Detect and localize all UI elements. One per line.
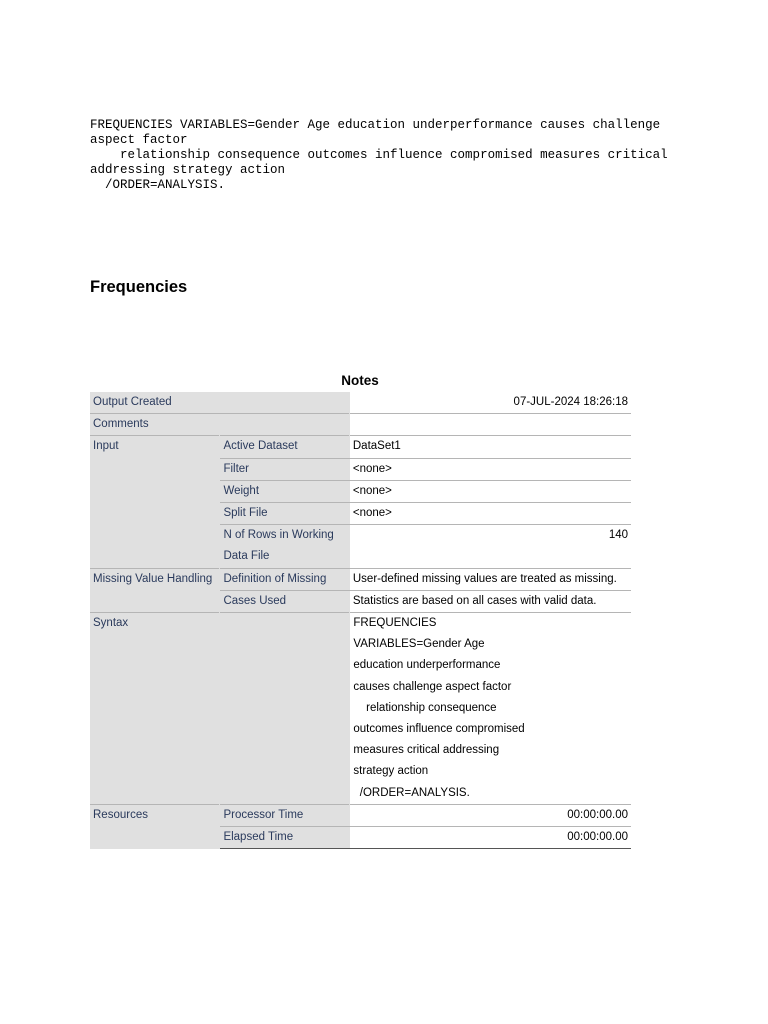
definition-missing-label: Definition of Missing <box>220 568 350 590</box>
weight-value: <none> <box>350 480 631 502</box>
processor-time-value: 00:00:00.00 <box>350 804 631 826</box>
syntax-command-block <box>90 118 690 193</box>
resources-label: Resources <box>90 804 220 848</box>
table-row-comments <box>90 414 631 436</box>
table-row-processor-time <box>90 804 631 826</box>
table-row-syntax <box>90 613 631 805</box>
active-dataset-label: Active Dataset <box>220 436 350 458</box>
syntax-value-line: relationship consequence <box>353 701 497 714</box>
syntax-line: aspect factor <box>90 133 188 147</box>
syntax-line: /ORDER=ANALYSIS. <box>90 178 226 192</box>
table-row-definition-missing <box>90 568 631 590</box>
filter-label: Filter <box>220 458 350 480</box>
table-row-output-created <box>90 392 631 414</box>
n-rows-label: N of Rows in Working Data File <box>220 525 350 568</box>
syntax-label: Syntax <box>90 613 350 805</box>
notes-table <box>90 392 631 849</box>
comments-label: Comments <box>90 414 350 436</box>
syntax-line: FREQUENCIES VARIABLES=Gender Age education underperformance causes challenge <box>90 118 661 132</box>
missing-handling-label: Missing Value Handling <box>90 568 220 612</box>
syntax-value-line: strategy action <box>353 765 429 778</box>
syntax-value-line: /ORDER=ANALYSIS. <box>353 786 470 799</box>
n-rows-value: 140 <box>350 525 631 568</box>
split-file-value: <none> <box>350 503 631 525</box>
output-created-label: Output Created <box>90 392 350 414</box>
definition-missing-value: User-defined missing values are treated as missing. <box>350 568 631 590</box>
processor-time-label: Processor Time <box>220 804 350 826</box>
weight-label: Weight <box>220 480 350 502</box>
comments-value <box>350 414 631 436</box>
syntax-value <box>350 613 631 805</box>
cases-used-label: Cases Used <box>220 590 350 612</box>
section-title: Frequencies <box>90 278 188 296</box>
elapsed-time-value: 00:00:00.00 <box>350 827 631 849</box>
syntax-value-line: measures critical addressing <box>353 744 500 757</box>
table-row-active-dataset <box>90 436 631 458</box>
syntax-line: addressing strategy action <box>90 163 286 177</box>
elapsed-time-label: Elapsed Time <box>220 827 350 849</box>
syntax-line: relationship consequence outcomes influence compromised measures critical <box>90 148 668 162</box>
syntax-value-line: causes challenge aspect factor <box>353 680 512 693</box>
notes-table-title: Notes <box>341 373 379 388</box>
syntax-value-line: FREQUENCIES <box>353 617 437 630</box>
split-file-label: Split File <box>220 503 350 525</box>
filter-value: <none> <box>350 458 631 480</box>
input-label: Input <box>90 436 220 568</box>
active-dataset-value: DataSet1 <box>350 436 631 458</box>
syntax-value-line: outcomes influence compromised <box>353 723 525 736</box>
syntax-value-line: VARIABLES=Gender Age <box>353 638 485 651</box>
syntax-value-line: education underperformance <box>353 659 501 672</box>
cases-used-value: Statistics are based on all cases with valid data. <box>350 590 631 612</box>
output-created-value: 07-JUL-2024 18:26:18 <box>350 392 631 414</box>
